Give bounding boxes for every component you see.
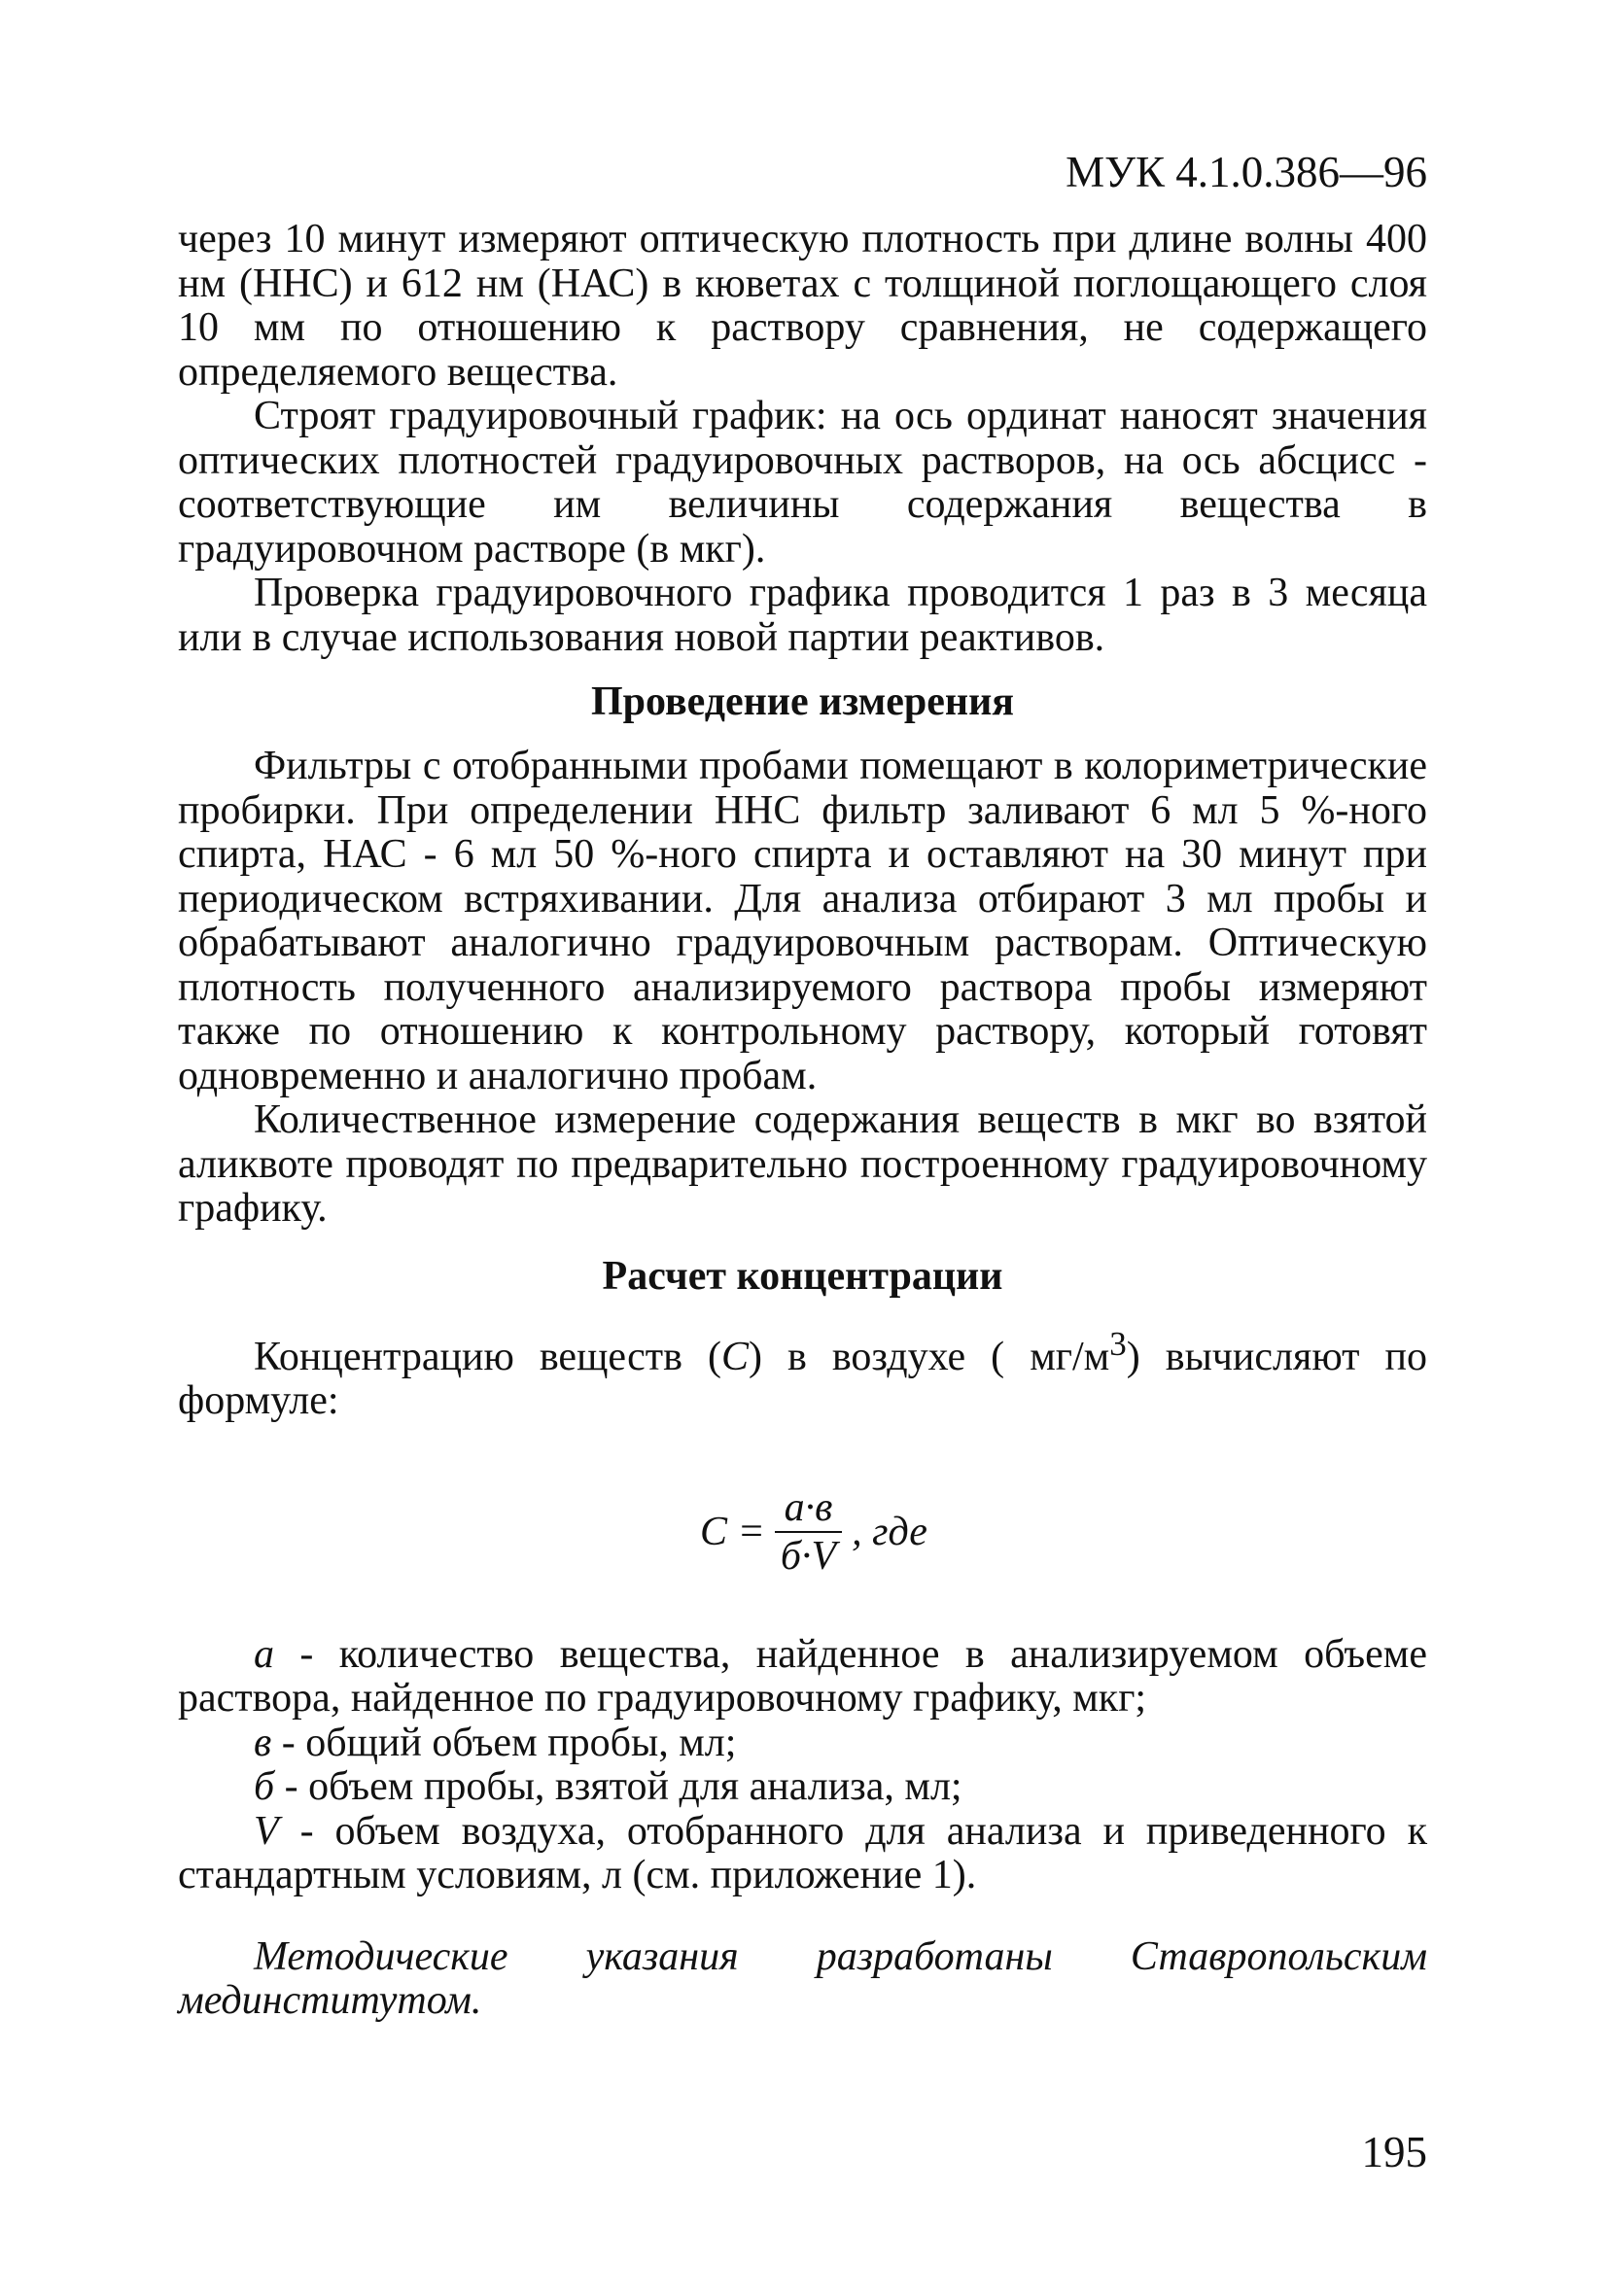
intro-text-after: ) вычисляют по формуле: [178, 1334, 1427, 1423]
formula-fraction [775, 1484, 842, 1580]
definition-a [178, 1633, 1427, 1722]
intro-superscript: 3 [1109, 1324, 1127, 1363]
intro-text-mid: ) в воздухе ( мг/м [748, 1334, 1110, 1379]
definition-b [178, 1765, 1427, 1810]
page-content [178, 146, 1427, 2024]
page-number: 195 [1361, 2128, 1427, 2176]
definition-text-a: - количество вещества, найденное в анализируемом объеме раствора, найденное по градуировочному графику, мкг; [178, 1631, 1427, 1721]
paragraph-measurement-conditions: через 10 минут измеряют оптическую плотность при длине волны 400 нм (ННС) и 612 нм (НАС) в кюветах с толщиной поглощающего слоя 10 мм по отношению к раствору сравнения, не содержащего определяемого вещества. [178, 217, 1427, 395]
concentration-formula [700, 1467, 927, 1598]
definition-var-v-upper: V [254, 1808, 279, 1854]
paragraph-graph-check: Проверка градуировочного графика проводится 1 раз в 3 месяца или в случае использования новой партии реактивов. [178, 571, 1427, 660]
paragraph-calibration-graph: Строят градуировочный график: на ось ординат наносят значения оптических плотностей градуировочных растворов, на ось абсцисс - соответствующие им величины содержания вещества в градуировочном растворе (в мкг). [178, 394, 1427, 572]
paragraph-quantitative-measurement: Количественное измерение содержания веществ в мкг во взятой аликвоте проводят по предварительно построенному градуировочному графику. [178, 1097, 1427, 1231]
formula-block [178, 1467, 1427, 1598]
formula-suffix: , где [852, 1510, 927, 1554]
definition-text-v-lower: - общий объем пробы, мл; [271, 1720, 737, 1765]
definition-v-upper [178, 1810, 1427, 1898]
footer-note: Методические указания разработаны Ставропольским мединститутом. [178, 1933, 1427, 2023]
heading-measurement: Проведение измерения [590, 679, 1015, 724]
definition-var-b: б [254, 1764, 275, 1809]
heading-concentration-calculation: Расчет концентрации [602, 1253, 1003, 1299]
definition-var-a: a [254, 1631, 274, 1677]
definition-var-v-lower: в [254, 1720, 272, 1765]
formula-numerator: a·в [784, 1485, 833, 1530]
intro-variable-c: C [720, 1334, 749, 1379]
intro-text-before: Концентрацию веществ ( [254, 1334, 721, 1379]
document-code: МУК 4.1.0.386—96 [1066, 148, 1427, 196]
definition-text-b: - объем пробы, взятой для анализа, мл; [274, 1764, 962, 1809]
definition-text-v-upper: - объем воздуха, отобранного для анализа и приведенного к стандартным условиям, л (см. приложение 1). [178, 1808, 1427, 1897]
definition-v-lower [178, 1722, 1427, 1766]
formula-lhs: C = [700, 1510, 765, 1554]
paragraph-formula-intro [178, 1322, 1427, 1424]
formula-denominator: б·V [780, 1534, 837, 1579]
paragraph-sample-preparation: Фильтры с отобранными пробами помещают в колориметрические пробирки. При определении ННС фильтр заливают 6 мл 5 %-ного спирта, НАС - 6 мл 50 %-ного спирта и оставляют на 30 минут при периодическом встряхивании. Для анализа отбирают 3 мл пробы и обрабатывают аналогично градуировочным растворам. Оптическую плотность полученного анализируемого раствора пробы измеряют также по отношению к контрольному раствору, который готовят одновременно и аналогично пробам. [178, 744, 1427, 1098]
